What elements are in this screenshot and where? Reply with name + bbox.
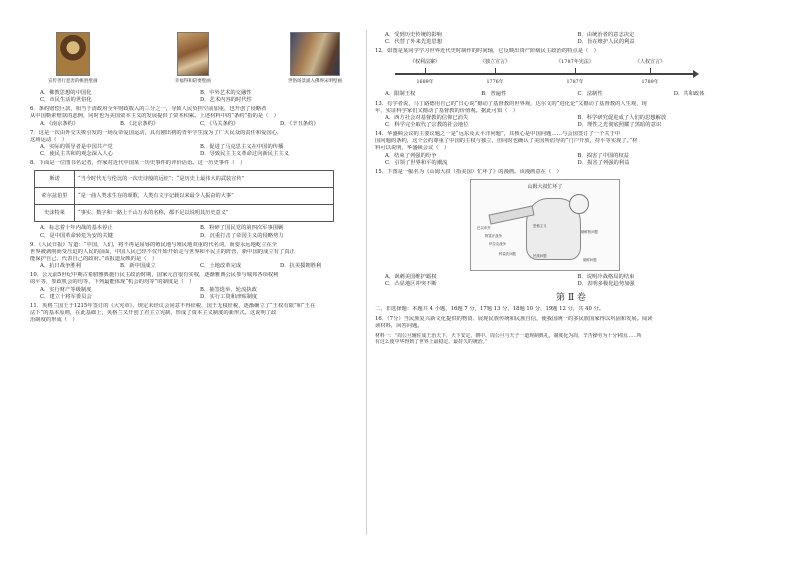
mural-picture-2 bbox=[177, 32, 209, 76]
timeline-marker bbox=[495, 68, 496, 74]
cartoon-label: 朝鲜问题 bbox=[583, 257, 597, 262]
q15-cartoon bbox=[470, 179, 620, 271]
q8-options-row-1 bbox=[30, 225, 360, 232]
question-15: 15．下图是一幅名为《山姆大叔（指美国）忙坏了》的漫画。该漫画意在（ ） bbox=[375, 168, 562, 175]
question-13 bbox=[375, 101, 770, 115]
q11-option-a[interactable]: A．受到历史传统的影响 bbox=[385, 32, 442, 38]
mural-caption-2: 幸福得和陪要壁画 bbox=[174, 79, 211, 84]
cartoon-label: 恐怖主义 bbox=[533, 223, 547, 228]
q9-option-a[interactable]: A．抗日战争胜利 bbox=[40, 263, 81, 270]
q5-options-row-2 bbox=[30, 97, 360, 104]
q15-option-a[interactable]: A．讽刺美国维护霸权 bbox=[385, 273, 437, 280]
cartoon-label: 巴以冲突 bbox=[477, 225, 491, 230]
q11-option-c[interactable]: C．代替了外来先进思想 bbox=[385, 39, 443, 46]
q7-option-b[interactable]: B．促进了马克思主义在中国的传播 bbox=[200, 143, 284, 150]
q13-option-c[interactable]: C．科学完全取代了宗教的社会地位 bbox=[385, 121, 469, 128]
material-line-1: 材料一：“周公旦辅佐成王治天下，天下安定，朝中、周公旦与天子一道规制典礼，制度化为周，辛苦操劳为十分利国……所 bbox=[375, 332, 642, 339]
question-11 bbox=[30, 303, 360, 324]
q9-option-b[interactable]: B．新中国成立 bbox=[120, 263, 156, 270]
q10-line-2: 的平等，参政机会的均等，下列最能体现“机会的均等”的制度是（ ） bbox=[30, 279, 195, 286]
mural-image-2 bbox=[175, 32, 211, 90]
mural-image-3 bbox=[288, 32, 342, 90]
q10-option-c[interactable]: C．建立十将军委员会 bbox=[40, 293, 92, 300]
q9-option-d[interactable]: D．抗美援朝胜利 bbox=[280, 263, 322, 270]
q6-options bbox=[30, 121, 360, 128]
table-cell-quote: “事实、数字和一路上千山万水的名称，都不足以说明其历史意义” bbox=[75, 205, 334, 222]
q5-option-b[interactable]: B．中外艺术的交融性 bbox=[200, 90, 252, 96]
q5-option-c[interactable]: C．市民生活的世俗化 bbox=[40, 97, 92, 104]
table-row bbox=[35, 205, 334, 222]
q13-line-1: 13．有学者说，马丁路德用自己的“日心说”撼动了基督教的世界观，达尔文的“进化论”又撼动了基督教的人生观，现 bbox=[375, 100, 647, 107]
q7-options-row-2 bbox=[30, 151, 360, 158]
right-column bbox=[375, 32, 770, 346]
timeline-year: 1789年 bbox=[641, 80, 659, 86]
q9-line-2: 世界被剥削而受压迫的人民的前面，中国人民已经不仅开始开始走与世界和平民主的阵营，新中国的成立有了真正 bbox=[30, 248, 295, 255]
cartoon-label: 科索沃问题 bbox=[499, 251, 516, 256]
q16-material bbox=[375, 333, 770, 346]
q6-option-a[interactable]: A．《南京条约》 bbox=[40, 120, 79, 127]
q10-line-1: 10．公元前5世纪中期古希腊雅典施行民主政治时期，国家元首很有实权，逐渐雅典公民参与城邦各项权利 bbox=[30, 272, 279, 279]
q14-options-row-2 bbox=[375, 160, 770, 167]
timeline-arrow-icon bbox=[693, 70, 699, 78]
q14-option-d[interactable]: D．损害了列强的利益 bbox=[577, 159, 630, 166]
q13-options-row-2 bbox=[375, 122, 770, 129]
timeline-point-4 bbox=[625, 59, 675, 86]
q13-option-a[interactable]: A．西方社会对基督教的信仰已消失 bbox=[385, 114, 469, 121]
q13-option-d[interactable]: D．理性之光彻底照耀了黑暗的意识 bbox=[577, 121, 662, 128]
q8-option-a[interactable]: A．标志着十年内战的基本停止 bbox=[40, 225, 113, 232]
q14-option-b[interactable]: B．损害了中国的权益 bbox=[577, 152, 630, 159]
q15-option-d[interactable]: D．表明多极化趋势加强 bbox=[577, 281, 635, 288]
q15-option-c[interactable]: C．凸显地区冲突不断 bbox=[385, 281, 437, 288]
question-8: 8．下面是一位图书名记者，作家对近代中国某一历史事件的评价话语。这一历史事件（ ） bbox=[30, 160, 246, 167]
cartoon-label: 民族问题 bbox=[533, 253, 547, 258]
mural-picture-1 bbox=[56, 32, 90, 76]
q6-line-2: 从中国勒索赔款的恶例，同时也为美国资本主义的发展提供了资本积累。上述材料中的“条约”指的是（ ） bbox=[30, 113, 280, 120]
q14-options-row-1 bbox=[375, 153, 770, 160]
q8-source-table bbox=[34, 170, 334, 222]
cartoon-label: 伊拉克战争 bbox=[489, 241, 506, 246]
timeline-year: 1689年 bbox=[416, 80, 434, 86]
part2-instructions: 二、非选择题：本题共 4 小题，16题 7 分，17题 13 分，18题 10 分，19题 12 分，共 40 分。 bbox=[375, 306, 605, 313]
timeline-label: 《权利法案》 bbox=[409, 59, 440, 66]
q14-option-a[interactable]: A．结束了列强的纷争 bbox=[385, 152, 437, 159]
q6-option-c[interactable]: C．《马关条约》 bbox=[200, 120, 239, 127]
q16-line-2: 读材料，回答问题。 bbox=[375, 322, 423, 329]
q11-options-row-2 bbox=[375, 39, 770, 46]
q8-option-b[interactable]: B．粉碎了国民党的第四次军事围剿 bbox=[200, 225, 284, 232]
section-title: 第Ⅱ卷 bbox=[555, 293, 590, 304]
timeline-year: 1787年 bbox=[566, 80, 584, 86]
q9-option-c[interactable]: C．土地改革完成 bbox=[200, 263, 242, 270]
mural-images bbox=[30, 32, 360, 90]
mural-image-1 bbox=[48, 32, 98, 90]
question-10 bbox=[30, 272, 360, 286]
q13-option-b[interactable]: B．科学研究促进成了人们的思想解放 bbox=[577, 114, 667, 121]
q11-line-2: 法下”的基本原则，在此基础上，英格兰又开创了君主立宪制，形成了资本主义制度的新形式。这说明了政 bbox=[30, 309, 277, 316]
q9-line-3: 能保护自己、代表自己的政府。”该报道反映的是（ ） bbox=[30, 255, 158, 262]
cartoon-label: 朝鲜核问题 bbox=[581, 229, 598, 234]
q14-line-2: 国问题的条约，这个公约尊重了中国的主权与独立，但同时也确认了美国所倡导的“门户开放，持平等实现了。”材 bbox=[375, 138, 638, 145]
table-cell-author: 索尔兹伯里 bbox=[35, 188, 75, 205]
table-cell-quote: “是一曲人类求生存的颂歌，人类有文字记载以来最令人振奋的大事” bbox=[75, 188, 334, 205]
q12-options bbox=[375, 91, 770, 98]
q15-options-row-2 bbox=[375, 281, 770, 288]
q12-option-d[interactable]: D．共和政体 bbox=[673, 91, 705, 98]
q13-line-2: 年，实证科学家们又撼动了基督教的价值观。据此可知（ ） bbox=[375, 107, 519, 114]
q9-line-1: 9．《人民日报》写道：“中国，人们，将不再是屈辱的殖民地与殖民地双重的代名词，而要永远地屹立在全 bbox=[30, 241, 278, 248]
q7-option-c[interactable]: C．使民主共和的观念深入人心 bbox=[40, 151, 113, 158]
q11-option-b[interactable]: B．由统治者的意志决定 bbox=[577, 32, 635, 38]
q10-option-d[interactable]: D．实行工资和津贴制度 bbox=[200, 293, 258, 300]
q10-options-row-1 bbox=[30, 287, 360, 294]
mural-caption-3: 世俗场景涌入佛界宋明壁画 bbox=[288, 79, 342, 84]
q6-option-d[interactable]: D．《辛丑条约》 bbox=[280, 120, 319, 127]
timeline-point-1 bbox=[400, 59, 450, 86]
table-row bbox=[35, 171, 334, 188]
question-9 bbox=[30, 242, 360, 263]
table-row bbox=[35, 188, 334, 205]
timeline-label: 《1787年宪法》 bbox=[556, 59, 594, 66]
question-16 bbox=[375, 316, 770, 330]
timeline-point-3 bbox=[550, 59, 600, 86]
table-cell-quote: “当今时代无与伦比的一次史诗般的远征”；“是历史上最伟大的武装宣传” bbox=[75, 171, 334, 188]
timeline-marker bbox=[650, 68, 651, 74]
timeline-marker bbox=[575, 68, 576, 74]
timeline-marker bbox=[425, 68, 426, 74]
q14-line-3: 料可以说明，华盛顿会议（ ） bbox=[375, 145, 450, 152]
q14-option-c[interactable]: C．引领了世界和平的潮流 bbox=[385, 159, 448, 166]
mural-picture-3 bbox=[290, 32, 340, 76]
q10-option-a[interactable]: A．实行财产等级制度 bbox=[40, 286, 92, 293]
q10-option-b[interactable]: B．抽签选举、轮流执政 bbox=[200, 286, 257, 293]
q14-line-1: 14．华盛顿会议的主要议题之一是“远东及太平洋问题”，其核心是中国问题……与会国签订了一个关于中 bbox=[375, 131, 621, 138]
mural-caption-1: 宣传善行恶害的帐胜壁画 bbox=[48, 79, 98, 84]
column-divider bbox=[366, 30, 367, 535]
cartoon-figure-head bbox=[569, 194, 589, 214]
q16-line-1: 16．（7分）当民族复兴新文化提供的物资、展现民族传统和民族自信，使我国统一的多民族国家得以巩固和发展。阅读 bbox=[375, 315, 653, 322]
question-12: 12．如图是某同学学习世界近代史时制作的时间轴，它反映出资产阶级民主政治的特点是（ ） bbox=[375, 48, 599, 55]
cartoon-title: 山姆大叔忙坏了 bbox=[527, 183, 563, 190]
q6-line-1: 6．条约赔偿巨款，相当于清政府全年财政收入的三分之一，导致人民负担空前加重，也开创了侵略者 bbox=[30, 106, 267, 113]
question-14 bbox=[375, 131, 770, 152]
question-6 bbox=[30, 106, 360, 120]
q7-option-d[interactable]: D．导致民主主义革命过向新民主主义 bbox=[200, 151, 289, 158]
question-7 bbox=[30, 130, 360, 144]
q8-option-c[interactable]: C．是中国革命转危为安的关键 bbox=[40, 232, 113, 239]
timeline-label: 《人权宣言》 bbox=[634, 59, 665, 66]
q8-options-row-2 bbox=[30, 233, 360, 240]
q8-option-d[interactable]: D．沉重打击了帝国主义的侵略势力 bbox=[200, 232, 284, 239]
cartoon-label: 阿富汗战争 bbox=[485, 233, 502, 238]
q9-options bbox=[30, 263, 360, 270]
table-cell-author: 斯诺 bbox=[35, 171, 75, 188]
q7-option-a[interactable]: A．实际的领导者是中国共产党 bbox=[40, 143, 113, 150]
q12-option-a[interactable]: A．限制王权 bbox=[385, 91, 416, 98]
left-column bbox=[30, 32, 360, 324]
q11-line-3: 治制度的形成（ ） bbox=[30, 317, 78, 324]
timeline-point-2 bbox=[470, 59, 520, 86]
q7-line-1: 7．这是一次由外交失败引发的一场反帝爱国运动，具有刚出初的青年学生成为了广大民众的责任和爱国心， bbox=[30, 129, 283, 136]
q5-option-a[interactable]: A．佛教思想的中国化 bbox=[40, 90, 92, 96]
q5-option-d[interactable]: D．艺术内容的时代性 bbox=[200, 97, 252, 104]
q12-option-b[interactable]: B．普遍性 bbox=[481, 91, 507, 98]
q15-option-b[interactable]: B．说明冷战格局的结束 bbox=[577, 273, 635, 280]
q11-line-1: 11．英格兰国王于1215年签订的《大宪章》，规定未经议会同意不得征税，国王无权征税，逐渐确立了“王权有限”和“王在 bbox=[30, 302, 316, 309]
q12-option-c[interactable]: C．法制性 bbox=[577, 91, 603, 98]
timeline-year: 1776年 bbox=[486, 80, 504, 86]
timeline-label: 《独立宣言》 bbox=[479, 59, 510, 66]
q10-options-row-2 bbox=[30, 294, 360, 301]
q7-line-2: 这场运动（ ） bbox=[30, 136, 68, 143]
material-line-2: 有这么使中华得到了世界上最稳定、最持久的统治。” bbox=[375, 339, 488, 346]
q12-timeline bbox=[395, 59, 695, 89]
q11-option-d[interactable]: D．旨在维护人民的利益 bbox=[577, 39, 635, 46]
q13-options-row-1 bbox=[375, 115, 770, 122]
q6-option-b[interactable]: B．《北京条约》 bbox=[120, 120, 159, 127]
table-cell-author: 史沫特莱 bbox=[35, 205, 75, 222]
